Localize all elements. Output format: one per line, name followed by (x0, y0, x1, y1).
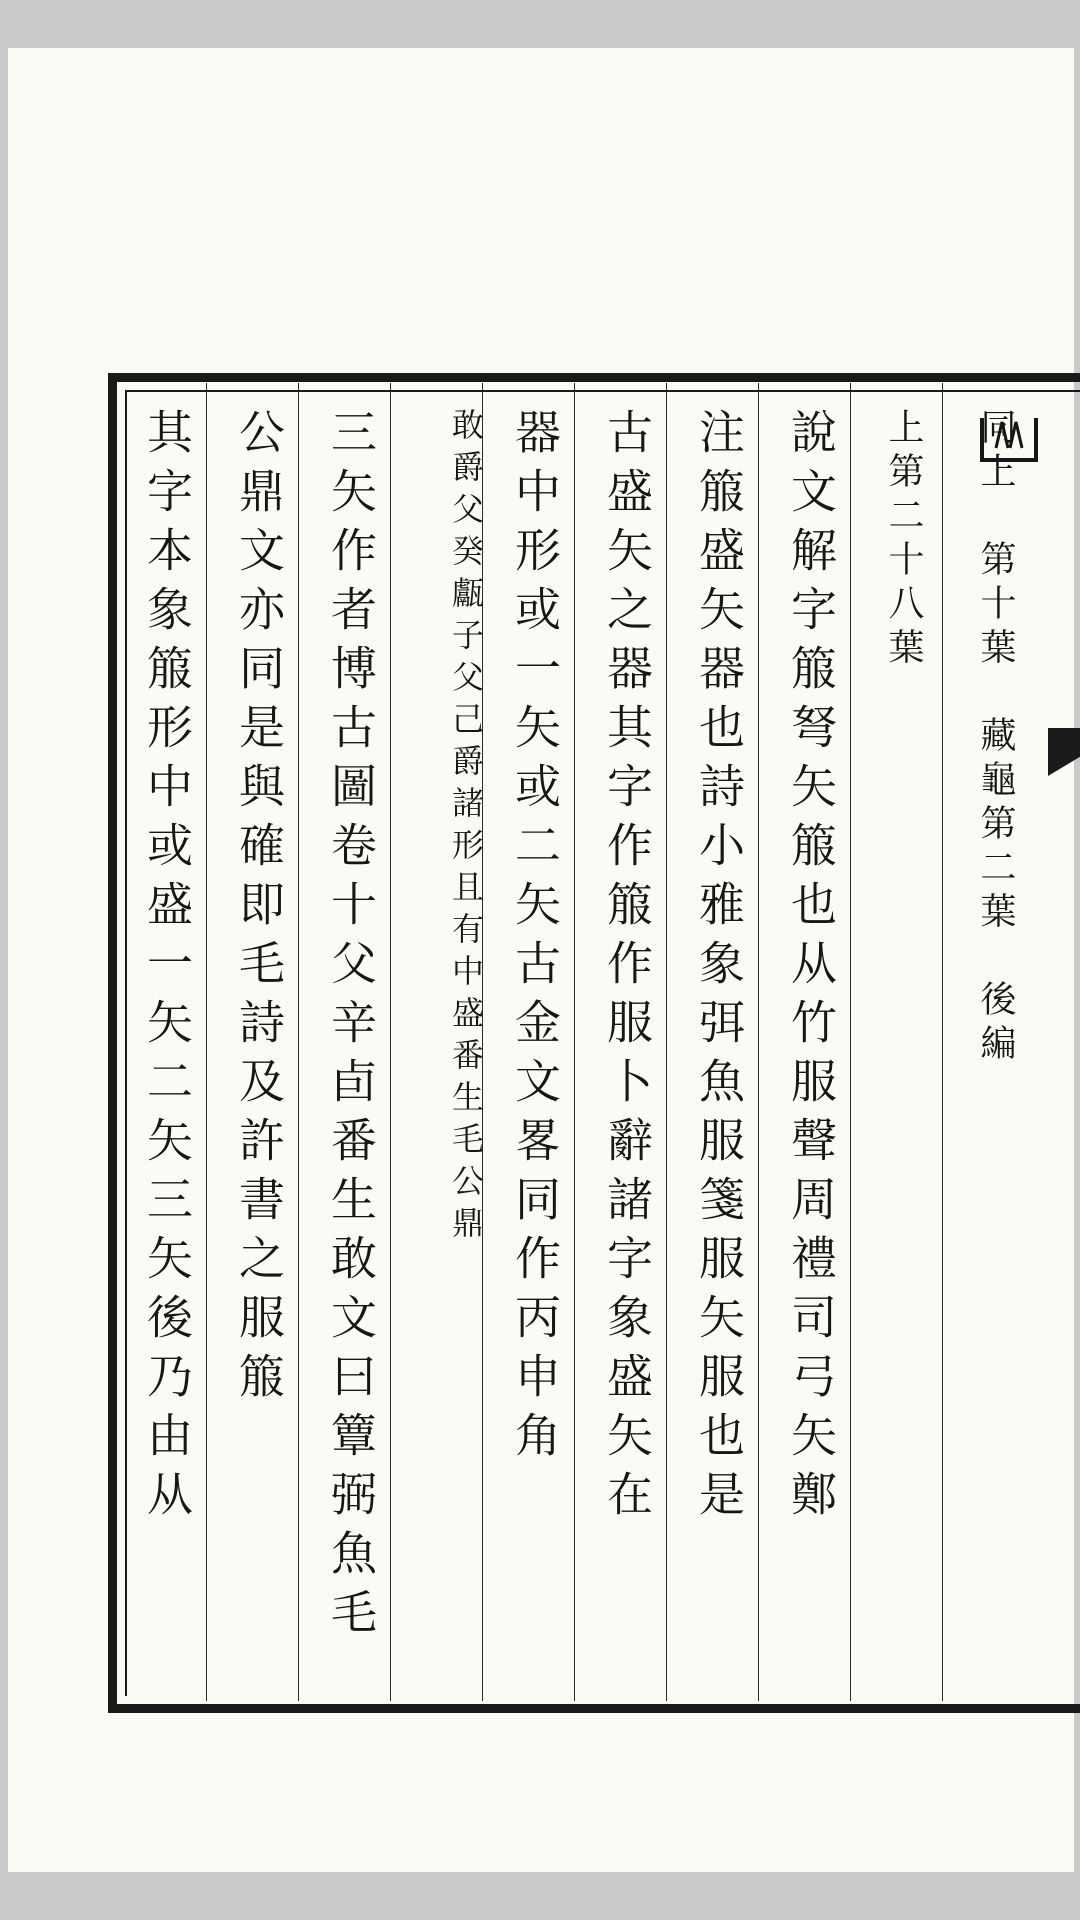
text-column: 公鼎文亦同是與確即毛詩及許書之服箙 (232, 408, 286, 1411)
annotation-line: 敢爵父癸甗子父己爵諸形且有中盛 (447, 408, 485, 1038)
text-column: 其字本象箙形中或盛一矢二矢三矢後乃由从 (140, 408, 194, 1529)
text-column: 注箙盛矢器也詩小雅象弭魚服箋服矢服也是 (692, 408, 746, 1529)
book-page (8, 48, 1074, 1872)
text-column: 上第二十八葉 (883, 408, 924, 672)
annotation-line: 番生毛公鼎 (447, 1038, 485, 1248)
annotation-column (400, 408, 486, 1248)
text-column: 說文解字箙弩矢箙也从竹服聲周禮司弓矢鄭 (784, 408, 838, 1529)
text-column: 三矢作者博古圖卷十父辛卣番生敢文曰簟弼魚毛 (324, 408, 378, 1647)
header-column: 同上 第十葉 藏龜第二葉 後編 (975, 408, 1016, 1068)
text-column: 器中形或一矢或二矢古金文畧同作丙申角 (508, 408, 562, 1470)
text-column: 古盛矢之器其字作箙作服卜辭諸字象盛矢在 (600, 408, 654, 1529)
